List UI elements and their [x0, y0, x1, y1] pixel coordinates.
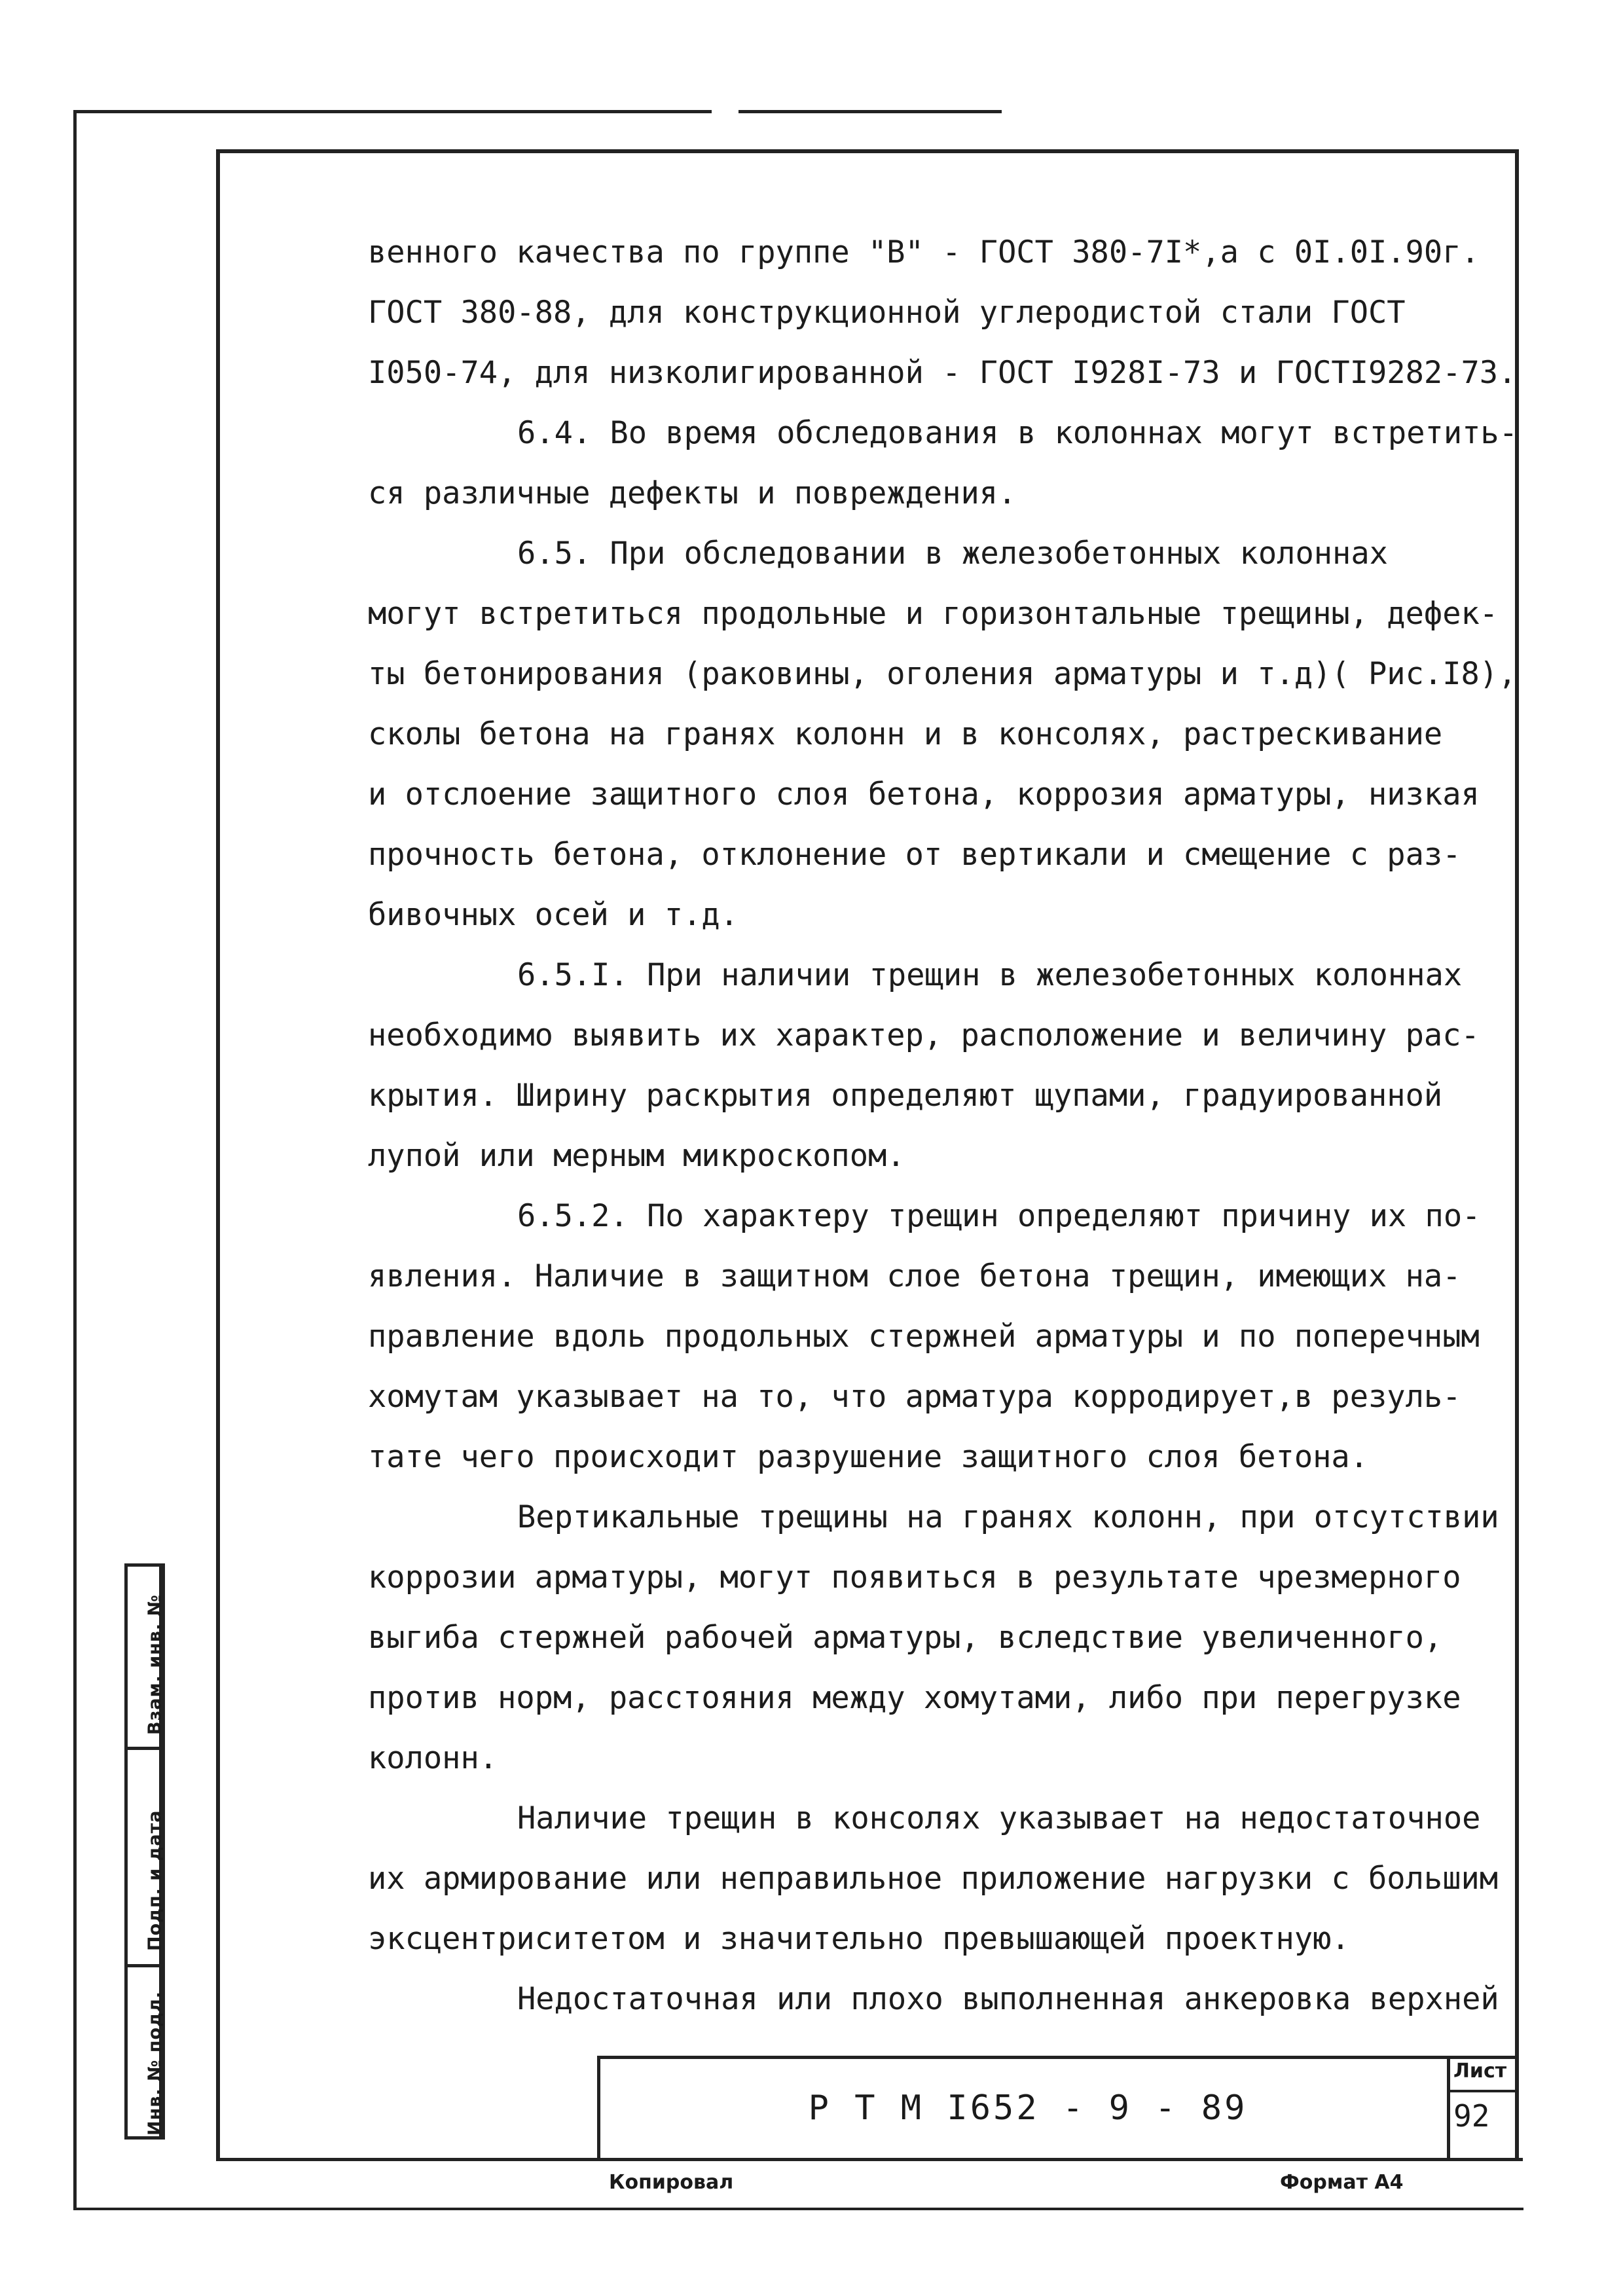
text-line: ся различные дефекты и повреждения. [368, 475, 1017, 511]
sheet-number: 92 [1453, 2098, 1490, 2134]
text-line: сколы бетона на гранях колонн и в консолях, растрескивание [368, 716, 1443, 752]
text-line: ГОСТ 380-88, для конструкционной углеродистой стали ГОСТ [368, 295, 1406, 331]
title-block-sheet-separator [1447, 2090, 1519, 2092]
document-code: Р Т М I652 - 9 - 89 [808, 2088, 1248, 2128]
sheet-border-top-right [739, 110, 1002, 113]
side-stamp-separator [124, 1964, 165, 1967]
text-line: ты бетонирования (раковины, оголения арматуры и т.д)( Рис.I8), [368, 656, 1517, 692]
sheet-border-bottom [73, 2208, 1523, 2210]
text-line: эксцентриситетом и значительно превышающей проектную. [368, 1921, 1350, 1957]
side-label-replaces-inv: Взам. инв. № [145, 1594, 165, 1735]
text-line: 6.4. Во время обследования в колоннах могут встретить- [517, 415, 1518, 451]
text-line: крытия. Ширину раскрытия определяют щупами, градуированной [368, 1078, 1443, 1114]
text-line: колонн. [368, 1740, 498, 1776]
text-line: против норм, расстояния между хомутами, либо при перегрузке [368, 1680, 1461, 1716]
title-block-bottom [216, 2158, 1523, 2161]
sheet-label: Лист [1453, 2060, 1507, 2083]
title-block-top [597, 2056, 1519, 2059]
footer-copied-by: Копировал [609, 2171, 734, 2194]
text-line: коррозии арматуры, могут появиться в результате чрезмерного [368, 1559, 1461, 1595]
text-line: прочность бетона, отклонение от вертикали и смещение с раз- [368, 837, 1461, 873]
text-line: и отслоение защитного слоя бетона, коррозия арматуры, низкая [368, 776, 1480, 812]
document-body [368, 223, 1520, 2043]
sheet-border-top-left [73, 110, 712, 113]
text-line: Вертикальные трещины на гранях колонн, при отсутствии [517, 1499, 1499, 1535]
title-block-sheet-divider [1447, 2056, 1450, 2160]
text-line: 6.5.I. При наличии трещин в железобетонных колоннах [517, 957, 1463, 993]
text-line: необходимо выявить их характер, расположение и величину рас- [368, 1017, 1480, 1053]
text-line: 6.5. При обследовании в железобетонных колоннах [517, 536, 1388, 572]
text-line: правление вдоль продольных стержней арматуры и по поперечным [368, 1319, 1480, 1355]
side-label-sign-date: Подп. и дата [145, 1810, 165, 1951]
side-stamp-separator [124, 1747, 165, 1750]
text-line: могут встретиться продольные и горизонтальные трещины, дефек- [368, 596, 1499, 632]
text-line: Недостаточная или плохо выполненная анкеровка верхней [517, 1981, 1499, 2017]
text-line: 6.5.2. По характеру трещин определяют причину их по- [517, 1198, 1481, 1234]
title-block-left [597, 2056, 600, 2160]
sheet-border-left [73, 110, 77, 2210]
text-line: лупой или мерным микроскопом. [368, 1138, 905, 1174]
text-line: венного качества по группе "В" - ГОСТ 380-7I*,а с 0I.0I.90г. [368, 234, 1480, 270]
text-line: явления. Наличие в защитном слое бетона трещин, имеющих на- [368, 1258, 1461, 1294]
text-line: Наличие трещин в консолях указывает на недостаточное [517, 1800, 1481, 1836]
text-line: I050-74, для низколигированной - ГОСТ I928I-73 и ГОСТI9282-73. [368, 355, 1517, 391]
text-line: хомутам указывает на то, что арматура корродирует,в резуль- [368, 1379, 1461, 1415]
text-line: тате чего происходит разрушение защитного слоя бетона. [368, 1439, 1369, 1475]
footer-format: Формат А4 [1280, 2171, 1404, 2194]
text-line: выгиба стержней рабочей арматуры, вследствие увеличенного, [368, 1620, 1443, 1656]
text-line: бивочных осей и т.д. [368, 897, 739, 933]
text-line: их армирование или неправильное приложение нагрузки с большим [368, 1861, 1499, 1897]
side-label-inv-no-orig: Инв. № подл. [145, 1991, 165, 2136]
